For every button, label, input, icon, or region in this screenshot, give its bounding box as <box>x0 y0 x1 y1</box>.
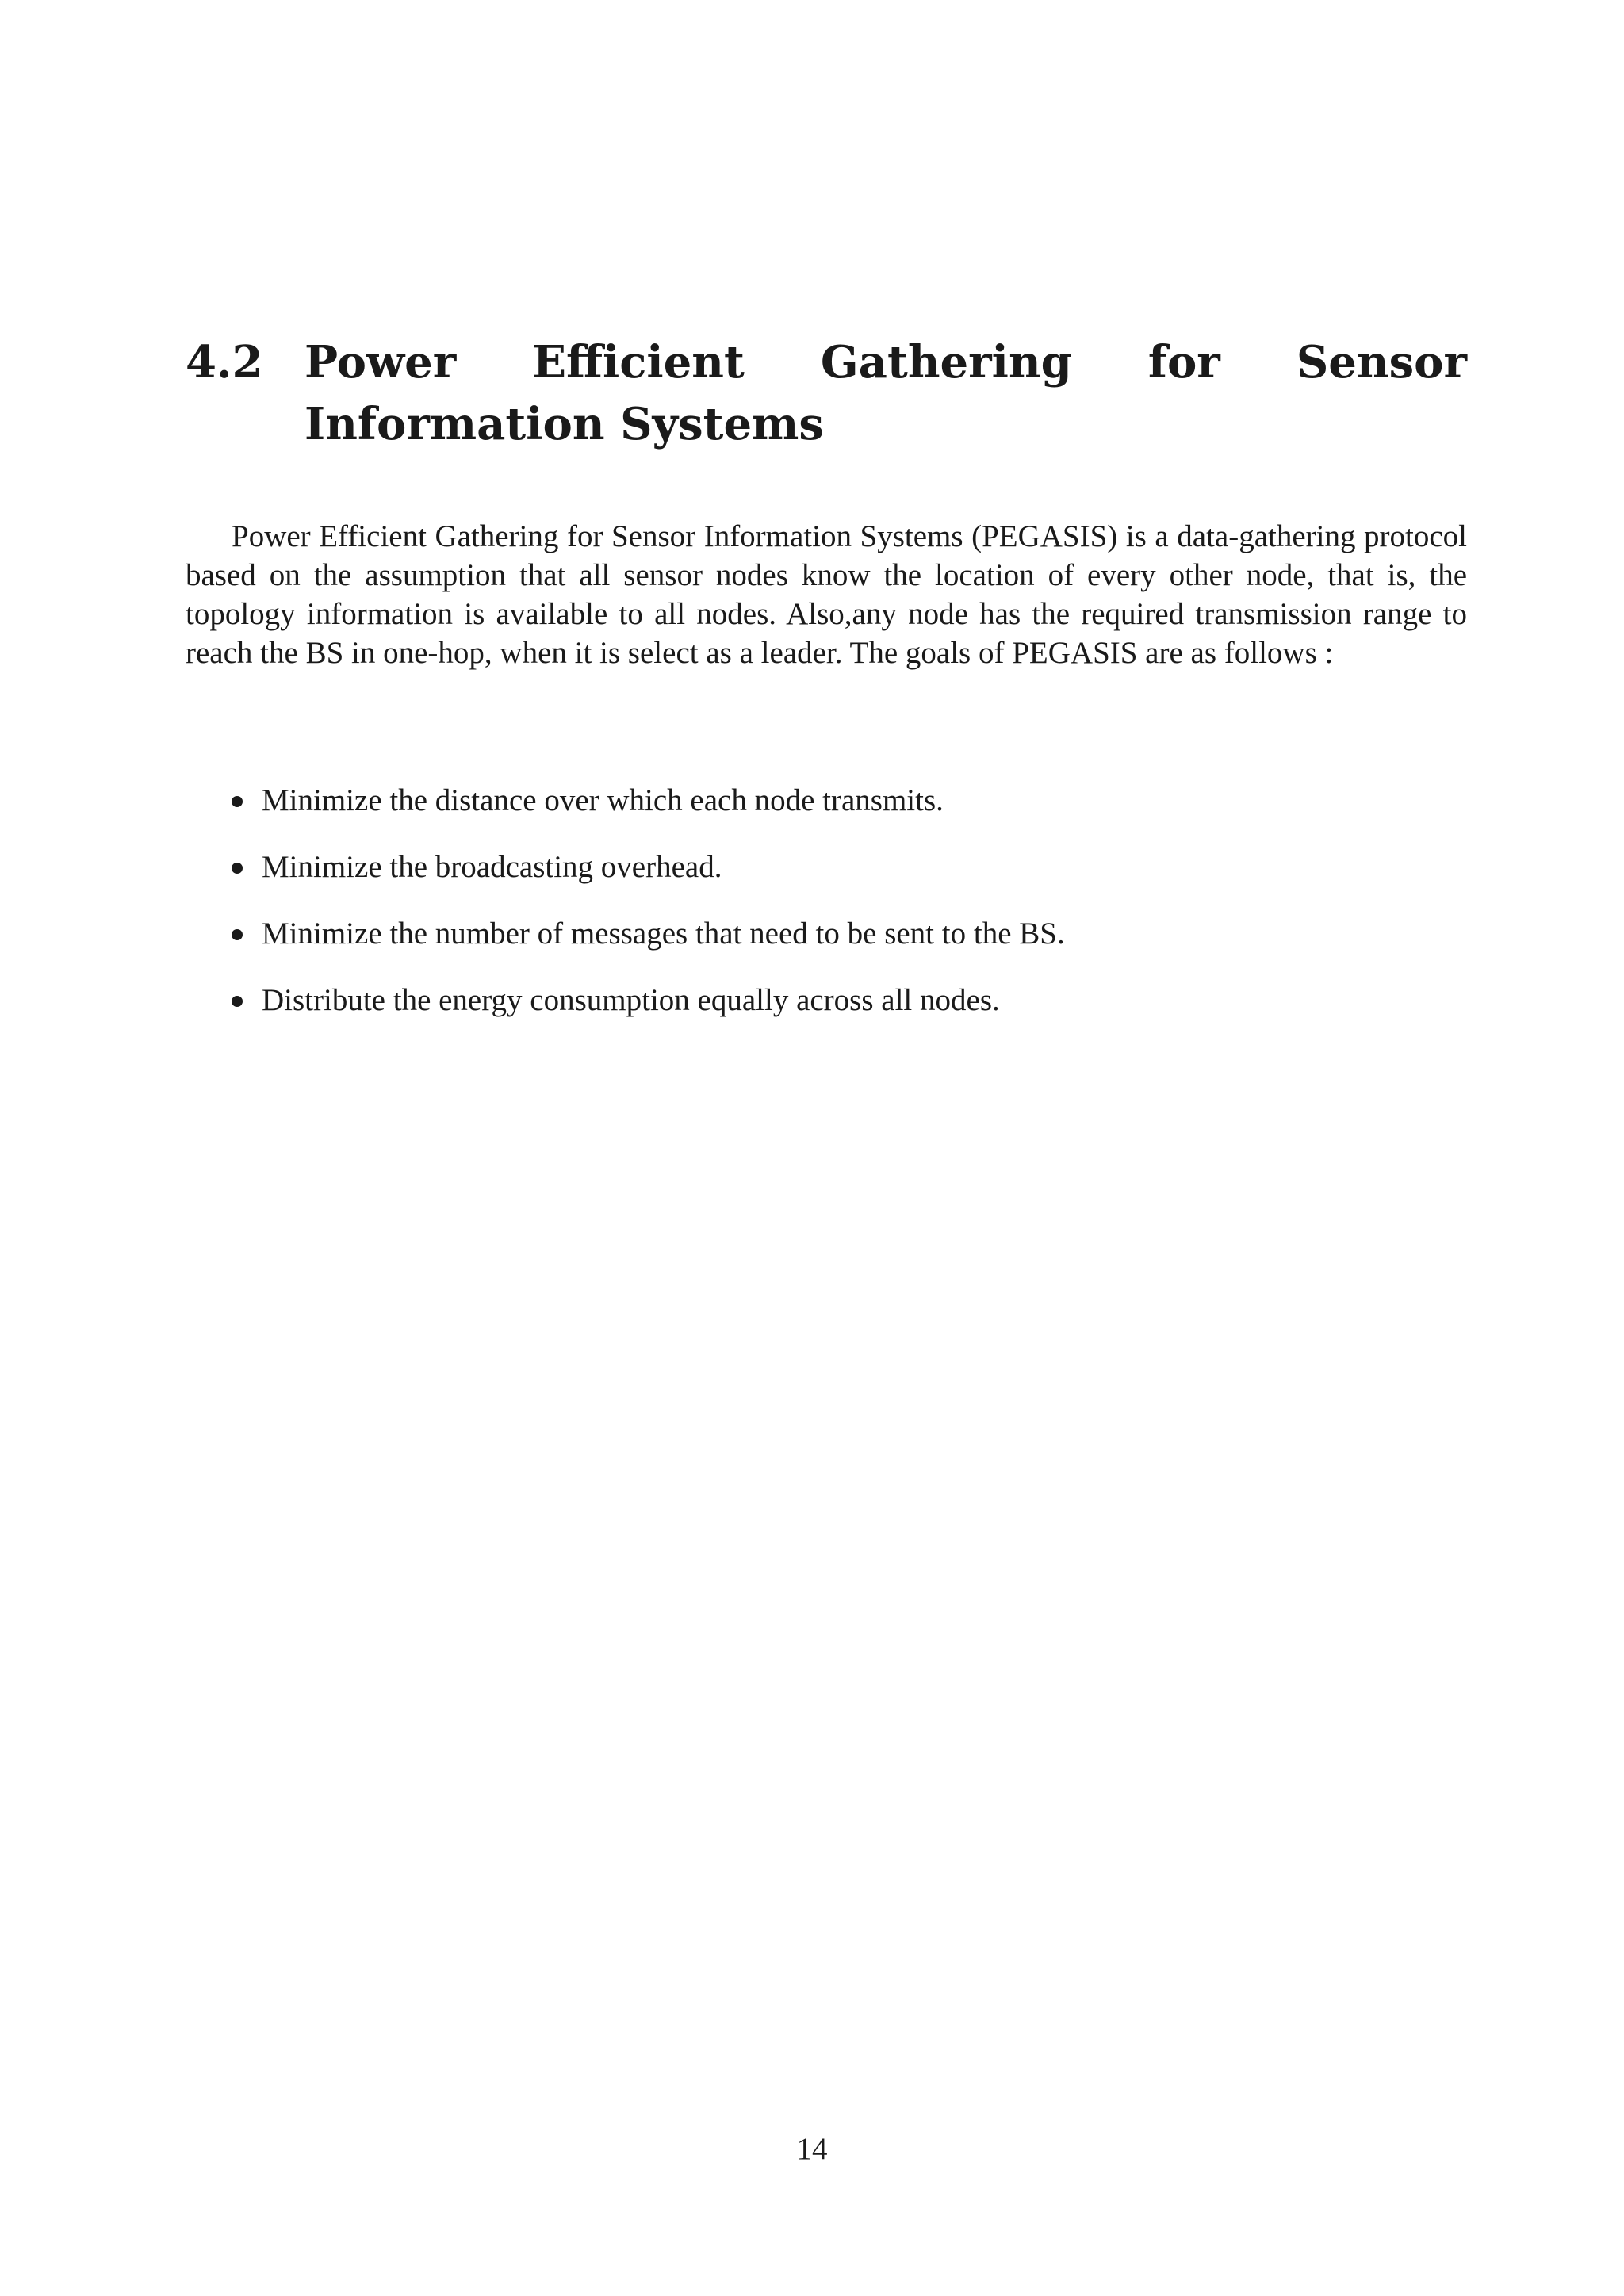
section-number: 4.2 <box>186 336 263 388</box>
bullet-icon <box>232 929 243 940</box>
page-number: 14 <box>796 2132 828 2166</box>
list-item-text: Minimize the distance over which each node transmits. <box>262 783 944 817</box>
list-item-text: Minimize the broadcasting overhead. <box>262 850 722 884</box>
list-item <box>186 981 1467 1020</box>
section-heading <box>186 331 1467 455</box>
list-item-text: Distribute the energy consumption equally across all nodes. <box>262 983 1000 1017</box>
list-item <box>186 914 1467 953</box>
bullet-icon <box>232 796 243 807</box>
list-item <box>186 848 1467 886</box>
list-item <box>186 781 1467 820</box>
bullet-icon <box>232 996 243 1007</box>
bullet-icon <box>232 863 243 874</box>
body-paragraph: Power Efficient Gathering for Sensor Information Systems (PEGASIS) is a data-gathering protocol based on the assumption that all sensor nodes know the location of every other node, that is, the topology information is available to all nodes. Also,any node has the required transmission range to reach the BS in one-hop, when it is select as a leader. The goals of PEGASIS are as follows : <box>186 519 1467 670</box>
section-title: Power Efficient Gathering for Sensor Information Systems <box>304 336 1467 450</box>
list-item-text: Minimize the number of messages that need to be sent to the BS. <box>262 916 1065 951</box>
goals-list <box>186 781 1467 1047</box>
